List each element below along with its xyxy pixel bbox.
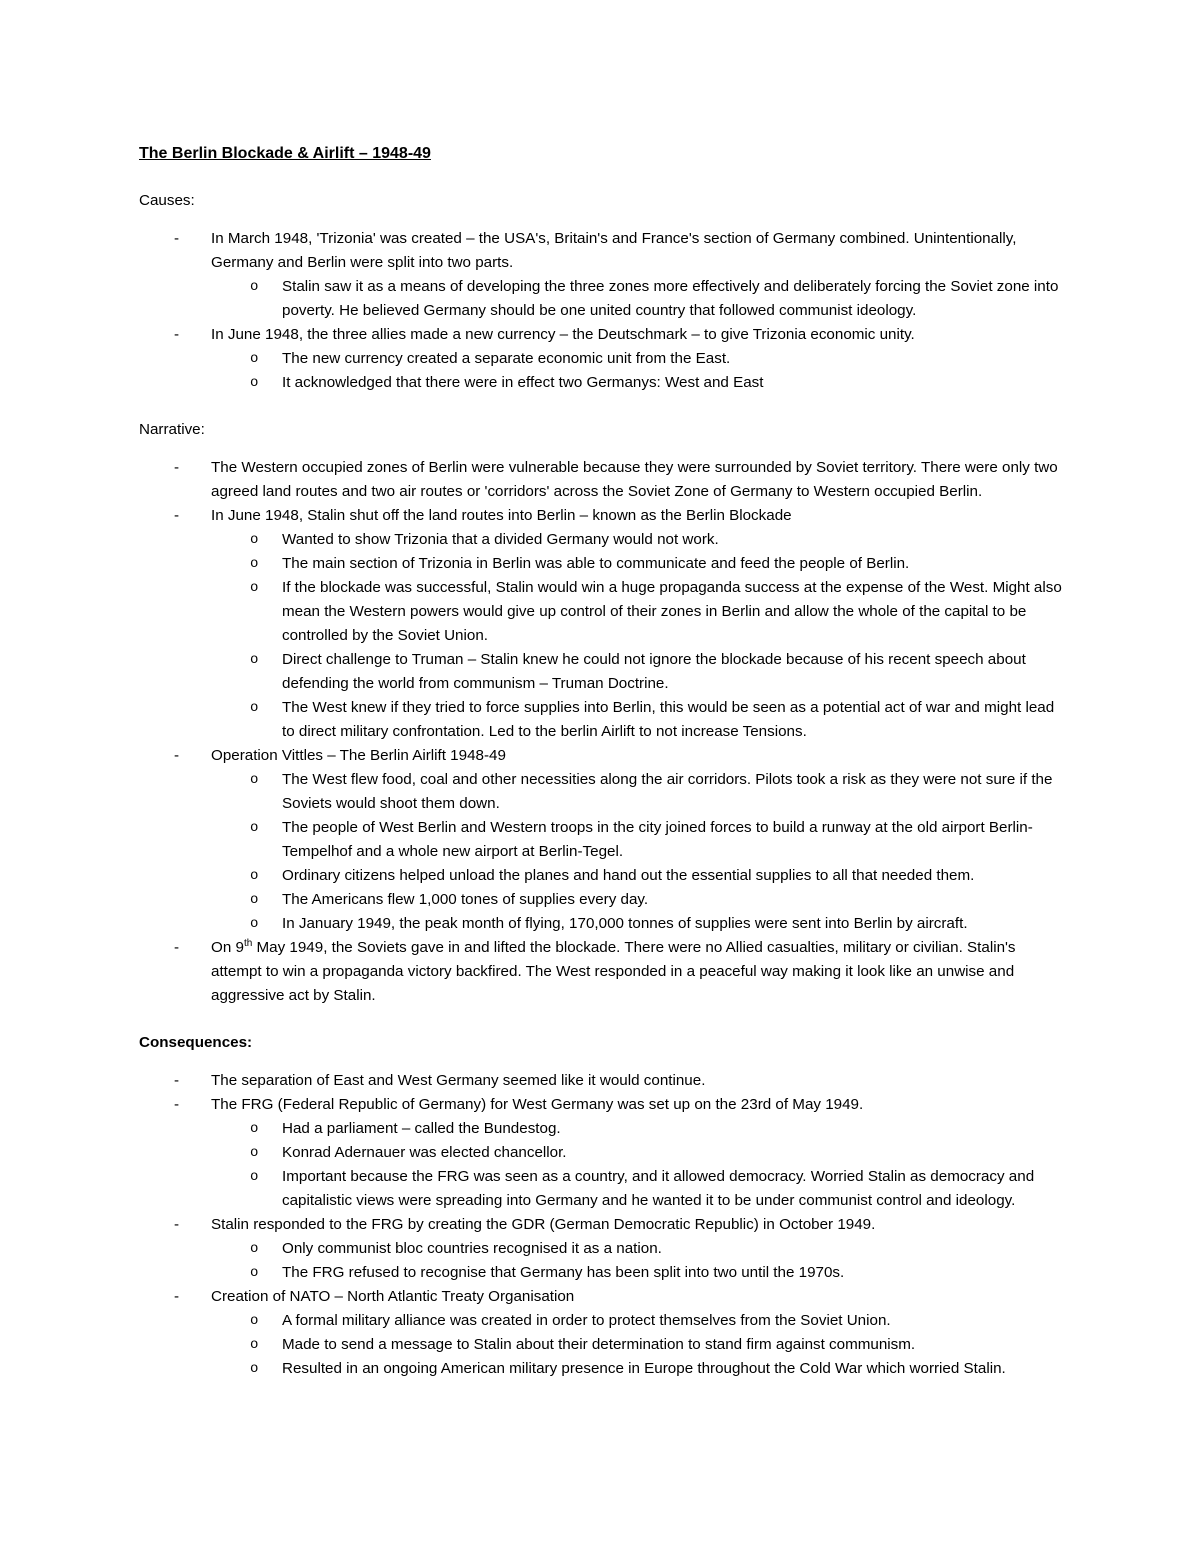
- causes-list: [139, 227, 1070, 395]
- sub-list-item-text: Only communist bloc countries recognised it as a nation.: [282, 1240, 662, 1257]
- circle-bullet: o: [250, 772, 259, 788]
- sub-list-item-text: Stalin saw it as a means of developing the three zones more effectively and deliberately forcing the Soviet zone into poverty. He believed Germany should be one united country that followed communist ideology.: [282, 278, 1059, 319]
- sub-list-item-text: The West knew if they tried to force supplies into Berlin, this would be seen as a potential act of war and might lead to direct military confrontation. Led to the berlin Airlift to not increase Tensions.: [282, 699, 1055, 740]
- list-item-text: In June 1948, the three allies made a new currency – the Deutschmark – to give Trizonia economic unity.: [211, 326, 915, 343]
- sub-list-item-text: Had a parliament – called the Bundestog.: [282, 1120, 561, 1137]
- consequences-list: [139, 1069, 1070, 1381]
- list-item: [139, 744, 1070, 936]
- circle-bullet: o: [250, 1361, 259, 1377]
- dash-bullet: -: [174, 1216, 180, 1233]
- date-prefix: On 9: [211, 939, 244, 956]
- list-item-text: Operation Vittles – The Berlin Airlift 1948-49: [211, 747, 506, 764]
- circle-bullet: o: [250, 556, 259, 572]
- sub-list: [211, 1117, 1070, 1213]
- consequences-heading: Consequences:: [139, 1034, 253, 1051]
- sub-list-item-text: A formal military alliance was created in order to protect themselves from the Soviet Union.: [282, 1312, 891, 1329]
- circle-bullet: o: [250, 351, 259, 367]
- circle-bullet: o: [250, 868, 259, 884]
- sub-list-item: [211, 864, 1070, 888]
- sub-list-item-text: It acknowledged that there were in effect two Germanys: West and East: [282, 374, 764, 391]
- circle-bullet: o: [250, 916, 259, 932]
- dash-bullet: -: [174, 1072, 180, 1089]
- sub-list-item-text: The FRG refused to recognise that Germany has been split into two until the 1970s.: [282, 1264, 845, 1281]
- sub-list-item: [211, 696, 1070, 744]
- sub-list: [211, 347, 1070, 395]
- list-item: [139, 936, 1070, 1008]
- sub-list-item: [211, 347, 1070, 371]
- list-item: [139, 1093, 1070, 1213]
- sub-list: [211, 1237, 1070, 1285]
- dash-bullet: -: [174, 939, 180, 956]
- circle-bullet: o: [250, 1337, 259, 1353]
- circle-bullet: o: [250, 700, 259, 716]
- sub-list-item: [211, 912, 1070, 936]
- list-item-text: In June 1948, Stalin shut off the land routes into Berlin – known as the Berlin Blockade: [211, 507, 792, 524]
- narrative-heading: Narrative:: [139, 421, 205, 438]
- dash-bullet: -: [174, 747, 180, 764]
- sub-list-item-text: Konrad Adernauer was elected chancellor.: [282, 1144, 567, 1161]
- sub-list: [211, 528, 1070, 744]
- ordinal-suffix: th: [243, 937, 253, 949]
- list-item: [139, 1069, 1070, 1093]
- sub-list-item-text: Ordinary citizens helped unload the planes and hand out the essential supplies to all that needed them.: [282, 867, 975, 884]
- sub-list-item: [211, 1141, 1070, 1165]
- sub-list-item: [211, 768, 1070, 816]
- sub-list-item-text: In January 1949, the peak month of flying, 170,000 tonnes of supplies were sent into Berlin by aircraft.: [282, 915, 968, 932]
- list-item-text: The FRG (Federal Republic of Germany) for West Germany was set up on the 23rd of May 1949.: [211, 1096, 864, 1113]
- sub-list-item-text: The main section of Trizonia in Berlin was able to communicate and feed the people of Berlin.: [282, 555, 910, 572]
- list-item: [139, 323, 1070, 395]
- narrative-list: [139, 456, 1070, 1008]
- sub-list-item-text: Important because the FRG was seen as a country, and it allowed democracy. Worried Stalin as democracy and capitalistic views were spreading into Germany and he wanted it to be under communist control and ideology.: [282, 1168, 1035, 1209]
- date-rest: May 1949, the Soviets gave in and lifted the blockade. There were no Allied casualties, military or civilian. Stalin's attempt to win a propaganda victory backfired. The West responded in a peaceful way making it look like an unwise and aggressive act by Stalin.: [211, 939, 1016, 1004]
- sub-list-item: [211, 648, 1070, 696]
- circle-bullet: o: [250, 1145, 259, 1161]
- sub-list-item: [211, 552, 1070, 576]
- dash-bullet: -: [174, 1096, 180, 1113]
- dash-bullet: -: [174, 1288, 180, 1305]
- circle-bullet: o: [250, 820, 259, 836]
- sub-list-item-text: The Americans flew 1,000 tones of supplies every day.: [282, 891, 649, 908]
- circle-bullet: o: [250, 532, 259, 548]
- dash-bullet: -: [174, 326, 180, 343]
- sub-list-item-text: Made to send a message to Stalin about their determination to stand firm against communism.: [282, 1336, 916, 1353]
- sub-list-item: [211, 371, 1070, 395]
- sub-list-item-text: The West flew food, coal and other necessities along the air corridors. Pilots took a risk as they were not sure if the Soviets would shoot them down.: [282, 771, 1053, 812]
- sub-list-item: [211, 1237, 1070, 1261]
- sub-list-item-text: Resulted in an ongoing American military presence in Europe throughout the Cold War which worried Stalin.: [282, 1360, 1006, 1377]
- sub-list-item: [211, 1261, 1070, 1285]
- list-item-text: The separation of East and West Germany seemed like it would continue.: [211, 1072, 706, 1089]
- sub-list-item: [211, 576, 1070, 648]
- sub-list-item-text: Wanted to show Trizonia that a divided Germany would not work.: [282, 531, 719, 548]
- list-item-text: [211, 939, 1016, 1004]
- sub-list-item-text: If the blockade was successful, Stalin would win a huge propaganda success at the expense of the West. Might also mean the Western powers would give up control of their zones in Berlin and allow the whole of the capital to be controlled by the Soviet Union.: [282, 579, 1062, 644]
- dash-bullet: -: [174, 507, 180, 524]
- sub-list: [211, 1309, 1070, 1381]
- list-item: [139, 227, 1070, 323]
- sub-list-item-text: Direct challenge to Truman – Stalin knew he could not ignore the blockade because of his recent speech about defending the world from communism – Truman Doctrine.: [282, 651, 1026, 692]
- document-title: The Berlin Blockade & Airlift – 1948-49: [139, 145, 431, 162]
- sub-list-item: [211, 528, 1070, 552]
- sub-list-item: [211, 1309, 1070, 1333]
- sub-list-item: [211, 275, 1070, 323]
- dash-bullet: -: [174, 230, 180, 247]
- sub-list-item: [211, 1333, 1070, 1357]
- list-item-text: The Western occupied zones of Berlin were vulnerable because they were surrounded by Soviet territory. There were only two agreed land routes and two air routes or 'corridors' across the Soviet Zone of Germany to Western occupied Berlin.: [211, 459, 1058, 500]
- circle-bullet: o: [250, 580, 259, 596]
- sub-list-item-text: The new currency created a separate economic unit from the East.: [282, 350, 731, 367]
- circle-bullet: o: [250, 279, 259, 295]
- sub-list-item: [211, 1357, 1070, 1381]
- sub-list-item: [211, 1165, 1070, 1213]
- circle-bullet: o: [250, 1121, 259, 1137]
- circle-bullet: o: [250, 652, 259, 668]
- causes-heading: Causes:: [139, 192, 195, 209]
- list-item-text: In March 1948, 'Trizonia' was created – the USA's, Britain's and France's section of Germany combined. Unintentionally, Germany and Berlin were split into two parts.: [211, 230, 1017, 271]
- dash-bullet: -: [174, 459, 180, 476]
- sub-list-item: [211, 816, 1070, 864]
- list-item: [139, 1285, 1070, 1381]
- sub-list-item-text: The people of West Berlin and Western troops in the city joined forces to build a runway at the old airport Berlin-Tempelhof and a whole new airport at Berlin-Tegel.: [282, 819, 1033, 860]
- circle-bullet: o: [250, 1313, 259, 1329]
- sub-list: [211, 768, 1070, 936]
- circle-bullet: o: [250, 1241, 259, 1257]
- circle-bullet: o: [250, 375, 259, 391]
- circle-bullet: o: [250, 892, 259, 908]
- list-item: [139, 1213, 1070, 1285]
- circle-bullet: o: [250, 1265, 259, 1281]
- list-item: [139, 456, 1070, 504]
- sub-list: [211, 275, 1070, 323]
- circle-bullet: o: [250, 1169, 259, 1185]
- sub-list-item: [211, 888, 1070, 912]
- list-item-text: Creation of NATO – North Atlantic Treaty Organisation: [211, 1288, 575, 1305]
- list-item-text: Stalin responded to the FRG by creating the GDR (German Democratic Republic) in October 1949.: [211, 1216, 876, 1233]
- sub-list-item: [211, 1117, 1070, 1141]
- list-item: [139, 504, 1070, 744]
